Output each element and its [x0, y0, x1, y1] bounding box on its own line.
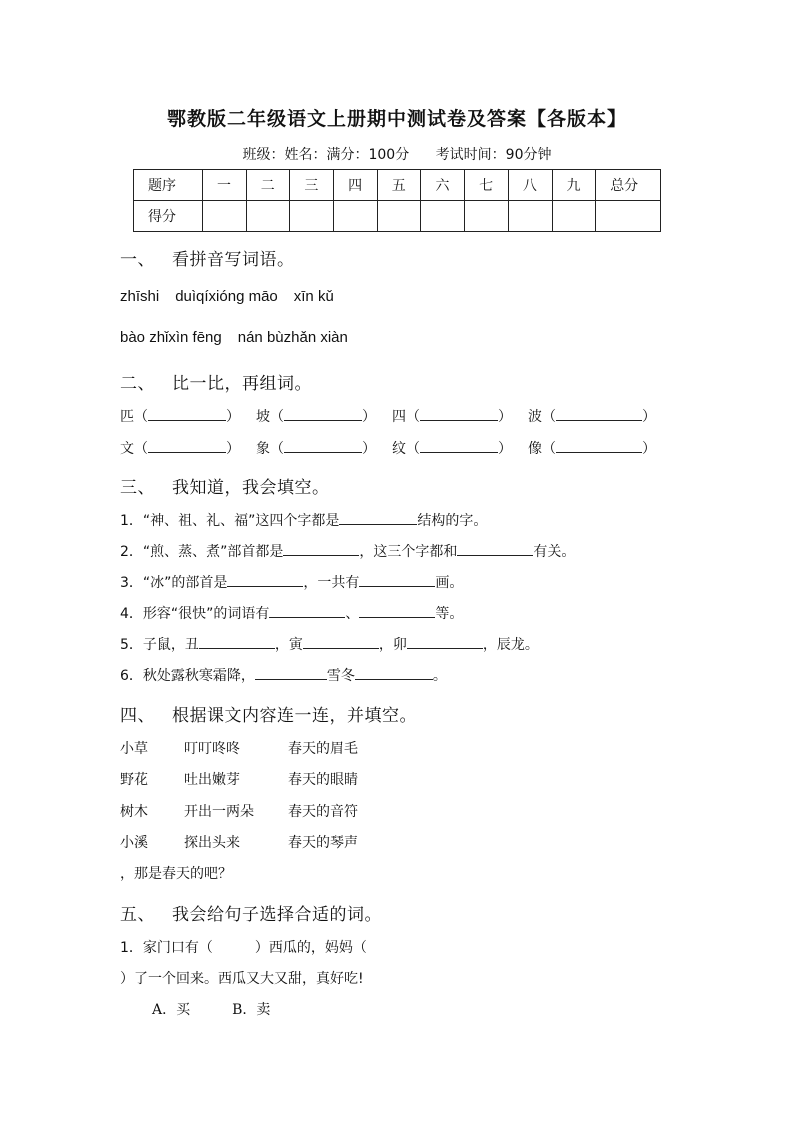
paren-close: ） — [642, 441, 656, 457]
section-title: 我知道，我会填空。 — [172, 478, 330, 498]
fill-question-3 — [120, 572, 463, 592]
answer-blank[interactable] — [284, 406, 362, 421]
question-text: 有关。 — [533, 544, 576, 560]
question-text: 。 — [432, 668, 447, 684]
score-cell-header: 二 — [246, 170, 290, 201]
choose-question-line-2: ）了一个回来。西瓜又大又甜，真好吃! — [120, 971, 364, 987]
score-cell-label: 题序 — [134, 170, 203, 201]
score-cell-empty[interactable] — [596, 201, 661, 232]
score-cell-label: 得分 — [134, 201, 203, 232]
paren-close: ） — [362, 441, 376, 457]
option-a[interactable]: A．买 — [152, 1002, 191, 1018]
match-action: 开出一两朵 — [184, 804, 254, 820]
exam-title: 鄂教版二年级语文上册期中测试卷及答案【各版本】 — [166, 108, 627, 130]
choose-question-line-1: 1．家门口有（ ）西瓜的，妈妈（ — [120, 940, 367, 956]
answer-blank[interactable] — [269, 603, 345, 618]
match-metaphor: 春天的琴声 — [288, 835, 358, 851]
section-1-heading — [120, 245, 295, 270]
question-text: 等。 — [435, 606, 464, 622]
score-cell-empty[interactable] — [377, 201, 421, 232]
compare-row-2 — [120, 438, 656, 458]
section-2-heading — [120, 369, 312, 394]
option-b[interactable]: B．卖 — [232, 1002, 271, 1018]
paren-close: ） — [498, 441, 512, 457]
answer-blank[interactable] — [255, 665, 327, 680]
fill-question-2 — [120, 541, 575, 561]
question-text: ，寅 — [274, 637, 303, 653]
paren-close: ） — [498, 409, 512, 425]
score-cell-empty[interactable] — [203, 201, 247, 232]
fill-question-1 — [120, 510, 487, 530]
answer-blank[interactable] — [420, 406, 498, 421]
answer-blank[interactable] — [227, 572, 303, 587]
paren-open: （ — [270, 441, 284, 457]
score-cell-empty[interactable] — [290, 201, 334, 232]
paren-open: （ — [270, 409, 284, 425]
score-cell-empty[interactable] — [246, 201, 290, 232]
answer-blank[interactable] — [359, 603, 435, 618]
paren-open: （ — [134, 441, 148, 457]
pinyin-word: xīn kǔ — [293, 288, 334, 305]
fill-question-4 — [120, 603, 463, 623]
pinyin-word: zhīshi — [120, 288, 160, 305]
question-text: 6．秋处露秋寒霜降， — [120, 668, 255, 684]
answer-blank[interactable] — [420, 438, 498, 453]
compare-row-1 — [120, 406, 656, 426]
score-cell-header: 七 — [465, 170, 509, 201]
section-number: 五、 — [120, 905, 155, 925]
answer-blank[interactable] — [355, 665, 433, 680]
score-cell-empty[interactable] — [334, 201, 378, 232]
score-cell-header: 六 — [421, 170, 465, 201]
exam-subtitle — [0, 144, 794, 164]
paren-open: （ — [542, 441, 556, 457]
compare-char: 波 — [528, 409, 542, 425]
answer-blank[interactable] — [359, 572, 435, 587]
match-subject: 树木 — [120, 804, 148, 820]
score-cell-header: 八 — [508, 170, 552, 201]
section-3-heading — [120, 473, 330, 498]
match-row — [120, 801, 358, 821]
section-5-heading — [120, 900, 382, 925]
match-action: 探出头来 — [184, 835, 240, 851]
score-cell-empty[interactable] — [552, 201, 596, 232]
question-text: 、 — [345, 606, 360, 622]
score-table-score-row — [134, 201, 661, 232]
fill-question-5 — [120, 634, 539, 654]
match-action: 叮叮咚咚 — [184, 741, 240, 757]
answer-blank[interactable] — [283, 541, 359, 556]
section-title: 看拼音写词语。 — [172, 250, 295, 270]
compare-char: 像 — [528, 441, 542, 457]
pinyin-line-2 — [120, 329, 364, 346]
match-metaphor: 春天的音符 — [288, 804, 358, 820]
score-cell-empty[interactable] — [465, 201, 509, 232]
question-text: 雪冬 — [326, 668, 355, 684]
score-cell-header: 一 — [203, 170, 247, 201]
question-text: 4．形容“很快”的词语有 — [120, 606, 270, 622]
compare-char: 文 — [120, 441, 134, 457]
answer-blank[interactable] — [148, 438, 226, 453]
match-row — [120, 832, 358, 852]
score-cell-header: 总分 — [596, 170, 661, 201]
section-4-heading — [120, 701, 417, 726]
section-number: 三、 — [120, 478, 155, 498]
match-action: 吐出嫩芽 — [184, 772, 240, 788]
question-text: 结构的字。 — [417, 513, 488, 529]
answer-blank[interactable] — [556, 406, 642, 421]
question-text: 2．“煎、蒸、煮”部首都是 — [120, 544, 284, 560]
section-number: 四、 — [120, 706, 155, 726]
paren-close: ） — [642, 409, 656, 425]
paren-open: （ — [134, 409, 148, 425]
question-text: ，这三个字都和 — [359, 544, 458, 560]
question-text: 5．子鼠，丑 — [120, 637, 199, 653]
answer-blank[interactable] — [457, 541, 533, 556]
score-cell-header: 三 — [290, 170, 334, 201]
score-cell-header: 五 — [377, 170, 421, 201]
paren-open: （ — [542, 409, 556, 425]
match-subject: 小草 — [120, 741, 148, 757]
paren-close: ） — [226, 409, 240, 425]
question-text: ，一共有 — [303, 575, 360, 591]
compare-char: 象 — [256, 441, 270, 457]
compare-char: 纹 — [392, 441, 406, 457]
answer-blank[interactable] — [556, 438, 642, 453]
answer-blank[interactable] — [148, 406, 226, 421]
match-metaphor: 春天的眉毛 — [288, 741, 358, 757]
section-number: 一、 — [120, 250, 155, 270]
section-title: 根据课文内容连一连，并填空。 — [172, 706, 417, 726]
score-table-header-row — [134, 170, 661, 201]
pinyin-word: bào zhǐxìn fēng — [120, 329, 222, 346]
pinyin-word: nán bùzhǎn xiàn — [237, 329, 348, 346]
compare-char: 四 — [392, 409, 406, 425]
score-cell-empty[interactable] — [508, 201, 552, 232]
paren-close: ） — [226, 441, 240, 457]
question-text: ，辰龙。 — [482, 637, 539, 653]
compare-char: 坡 — [256, 409, 270, 425]
score-cell-header: 九 — [552, 170, 596, 201]
compare-char: 匹 — [120, 409, 134, 425]
pinyin-word: duìqíxióng māo — [175, 288, 278, 305]
match-tail-text: ，那是春天的吧？ — [120, 866, 232, 882]
score-cell-empty[interactable] — [421, 201, 465, 232]
paren-open: （ — [406, 409, 420, 425]
match-metaphor: 春天的眼睛 — [288, 772, 358, 788]
answer-blank[interactable] — [339, 510, 417, 525]
section-title: 我会给句子选择合适的词。 — [172, 905, 382, 925]
class-name-score-info: 班级：姓名：满分：100分 — [242, 147, 410, 163]
score-table — [133, 169, 661, 232]
question-text: ，卯 — [378, 637, 407, 653]
match-subject: 野花 — [120, 772, 148, 788]
pinyin-line-1 — [120, 288, 350, 305]
answer-blank[interactable] — [199, 634, 275, 649]
choose-options — [152, 999, 270, 1019]
fill-question-6 — [120, 665, 447, 685]
section-title: 比一比，再组词。 — [172, 374, 312, 394]
answer-blank[interactable] — [407, 634, 483, 649]
match-row — [120, 738, 358, 758]
question-text: 画。 — [435, 575, 464, 591]
answer-blank[interactable] — [284, 438, 362, 453]
match-row — [120, 769, 358, 789]
paren-close: ） — [362, 409, 376, 425]
paren-open: （ — [406, 441, 420, 457]
section-number: 二、 — [120, 374, 155, 394]
answer-blank[interactable] — [303, 634, 379, 649]
match-subject: 小溪 — [120, 835, 148, 851]
question-text: 1．“神、祖、礼、福”这四个字都是 — [120, 513, 340, 529]
score-cell-header: 四 — [334, 170, 378, 201]
question-text: 3．“冰”的部首是 — [120, 575, 228, 591]
exam-time-info: 考试时间：90分钟 — [435, 147, 552, 163]
